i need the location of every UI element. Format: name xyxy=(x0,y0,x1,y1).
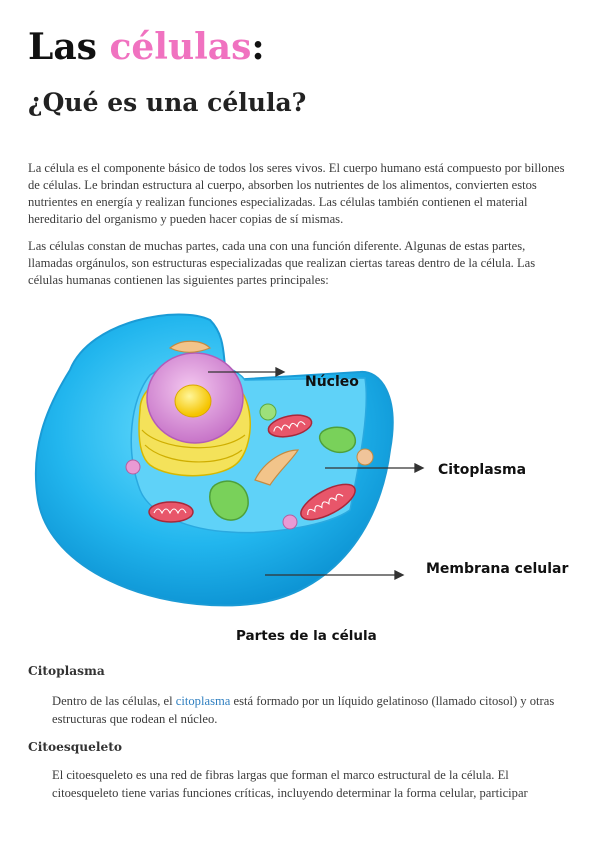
intro-paragraph-1: La célula es el componente básico de todos los seres vivos. El cuerpo humano está compuesto por billones de células. Le brindan estructura al cuerpo, absorben los nutrientes de los alimentos, convierten estos nutrientes en energía y realizan funciones especializadas. Las células también contienen el material hereditario del organismo y pueden hacer copias de sí mismas. xyxy=(28,161,565,226)
figure-caption: Partes de la célula xyxy=(236,628,377,644)
label-membrane: Membrana celular xyxy=(426,561,569,577)
ribosome-1 xyxy=(260,404,276,420)
text-before-link: Dentro de las células, el xyxy=(52,694,176,708)
page-subtitle: ¿Qué es una célula? xyxy=(28,88,307,117)
cell-diagram xyxy=(30,300,575,652)
section-heading-citoesqueleto: Citoesqueleto xyxy=(28,740,122,754)
lysosome-3 xyxy=(357,449,373,465)
section-text-citoplasma xyxy=(52,692,572,728)
intro-paragraph-2: Las células constan de muchas partes, cada una con una función diferente. Algunas de estas partes, llamadas orgánulos, son estructuras especializadas que realizan ciertas tareas dentro de la célula. Las células humanas contienen las siguientes partes principales: xyxy=(28,239,536,287)
lysosome-2 xyxy=(283,515,297,529)
section-heading-citoplasma: Citoplasma xyxy=(28,664,105,678)
cell-diagram-figure xyxy=(30,300,575,652)
page-title xyxy=(28,26,265,68)
text-after-link: está formado por un líquido gelatinoso (llamado citosol) y otras estructuras que rodean el núcleo. xyxy=(52,694,555,726)
title-prefix: Las xyxy=(28,26,110,68)
mitochondrion-2 xyxy=(149,502,193,522)
section-text-citoesqueleto: El citoesqueleto es una red de fibras largas que forman el marco estructural de la célula. El citoesqueleto tiene varias funciones críticas, incluyendo determinar la forma celular, participar xyxy=(52,768,528,800)
title-suffix: : xyxy=(251,26,265,68)
lysosome-1 xyxy=(126,460,140,474)
title-accent-word: células xyxy=(109,26,252,68)
citoplasma-link[interactable]: citoplasma xyxy=(175,694,231,708)
label-cytoplasm: Citoplasma xyxy=(438,462,527,478)
label-nucleus: Núcleo xyxy=(305,374,359,390)
